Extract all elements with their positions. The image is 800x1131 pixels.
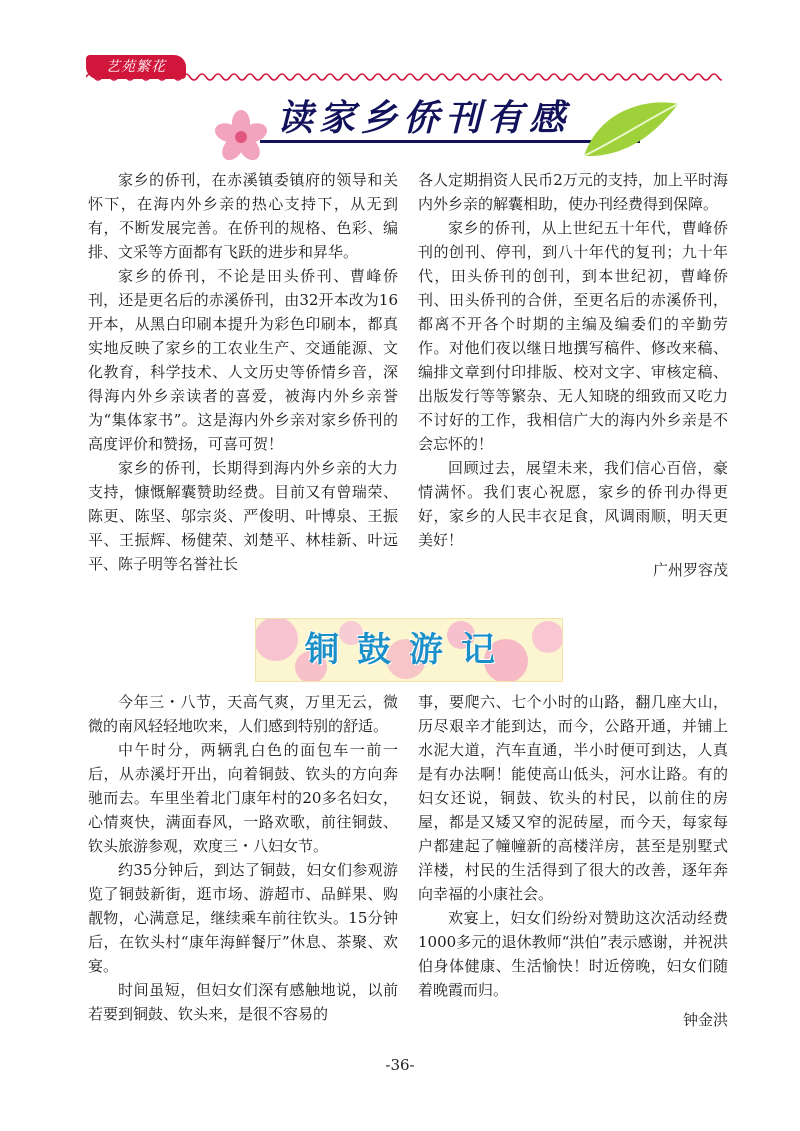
paragraph: 家乡的侨刊，不论是田头侨刊、曹峰侨刊，还是更名后的赤溪侨刊，由32开本改为16开本，从黑白印刷本提升为彩色印刷本，都真实地反映了家乡的工农业生产、交通能源、文化教育，科学技术、人文历史等侨情乡音，深得海内外乡亲读者的喜爱，被海内外乡亲誉为“集体家书”。这是海内外乡亲对家乡侨刊的高度评价和赞扬，可喜可贺！ <box>88 267 398 453</box>
article1-title: 读家乡侨刊有感 <box>276 98 571 139</box>
article1-title-banner <box>210 92 680 164</box>
paragraph: 家乡的侨刊，长期得到海内外乡亲的大力支持，慷慨解囊赞助经费。目前又有曾瑞荣、陈更、陈坚、邬宗炎、严俊明、叶博泉、王振平、王振辉、杨健荣、刘楚平、林桂新、叶远平、陈子明等名誉社长 <box>88 459 398 573</box>
article1-right-column <box>418 168 728 582</box>
author-byline: 广州罗容茂 <box>652 561 728 579</box>
article2-title-banner <box>255 618 563 682</box>
article2-right-column <box>418 690 728 1032</box>
section-tag: 艺苑繁花 <box>86 55 186 79</box>
header-wave-divider <box>86 68 722 86</box>
article1-left-column <box>88 168 398 576</box>
paragraph: 时间虽短，但妇女们深有感触地说，以前若要到铜鼓、钦头来，是很不容易的 <box>88 981 398 1023</box>
paragraph: 中午时分，两辆乳白色的面包车一前一后，从赤溪圩开出，向着铜鼓、钦头的方向奔驰而去。车里坐着北门康年村的20多名妇女，心情爽快，满面春风，一路欢歌，前往铜鼓、钦头旅游参观，欢度三・八妇女节。 <box>88 741 398 855</box>
paragraph: 家乡的侨刊，在赤溪镇委镇府的领导和关怀下，在海内外乡亲的热心支持下，从无到有，不断发展完善。在侨刊的规格、色彩、编排、文采等方面都有飞跃的进步和昇华。 <box>88 171 398 261</box>
paragraph: 家乡的侨刊，从上世纪五十年代，曹峰侨刊的创刊、停刊，到八十年代的复刊；九十年代，田头侨刊的创刊，到本世纪初，曹峰侨刊、田头侨刊的合併，至更名后的赤溪侨刊，都离不开各个时期的主编及编委们的辛勤劳作。对他们夜以继日地撰写稿件、修改来稿、编排文章到付印排版、校对文字、审核定稿、出版发行等等繁杂、无人知晓的细致而又吃力不讨好的工作，我相信广大的海内外乡亲是不会忘怀的！ <box>418 219 728 453</box>
paragraph: 欢宴上，妇女们纷纷对赞助这次活动经费1000多元的退休教师“洪伯”表示感谢，并祝洪伯身体健康、生活愉快！时近傍晚，妇女们随着晚霞而归。 <box>418 909 728 999</box>
paragraph: 回顾过去，展望未来，我们信心百倍，豪情满怀。我们衷心祝愿，家乡的侨刊办得更好，家乡的人民丰衣足食，风调雨顺，明天更美好！ <box>418 459 728 549</box>
article2-left-column <box>88 690 398 1026</box>
author-byline: 钟金洪 <box>682 1011 728 1029</box>
paragraph-continuation: 各人定期捐资人民币2万元的支持，加上平时海内外乡亲的解囊相助，使办刊经费得到保障。 <box>418 171 728 213</box>
green-leaf-icon <box>580 98 680 160</box>
article2-title: 铜鼓游记 <box>305 630 513 670</box>
paragraph: 约35分钟后，到达了铜鼓，妇女们参观游览了铜鼓新街，逛市场、游超市、品鲜果、购靓物，心满意足，继续乘车前往钦头。15分钟后，在钦头村“康年海鲜餐厅”休息、茶聚、欢宴。 <box>88 861 398 975</box>
paragraph-continuation: 事，要爬六、七个小时的山路，翻几座大山，历尽艰辛才能到达，而今，公路开通，并铺上水泥大道，汽车直通，半小时便可到达，人真是有办法啊！能使高山低头，河水让路。有的妇女还说，铜鼓、钦头的村民，以前住的房屋，都是又矮又窄的泥砖屋，而今天，每家每户都建起了幢幢新的高楼洋房，甚至是别墅式洋楼，村民的生活得到了很大的改善，逐年奔向幸福的小康社会。 <box>418 693 728 903</box>
page-number: -36- <box>385 1056 415 1074</box>
paragraph: 今年三・八节，天高气爽，万里无云，微微的南风轻轻地吹来，人们感到特别的舒适。 <box>88 693 398 735</box>
